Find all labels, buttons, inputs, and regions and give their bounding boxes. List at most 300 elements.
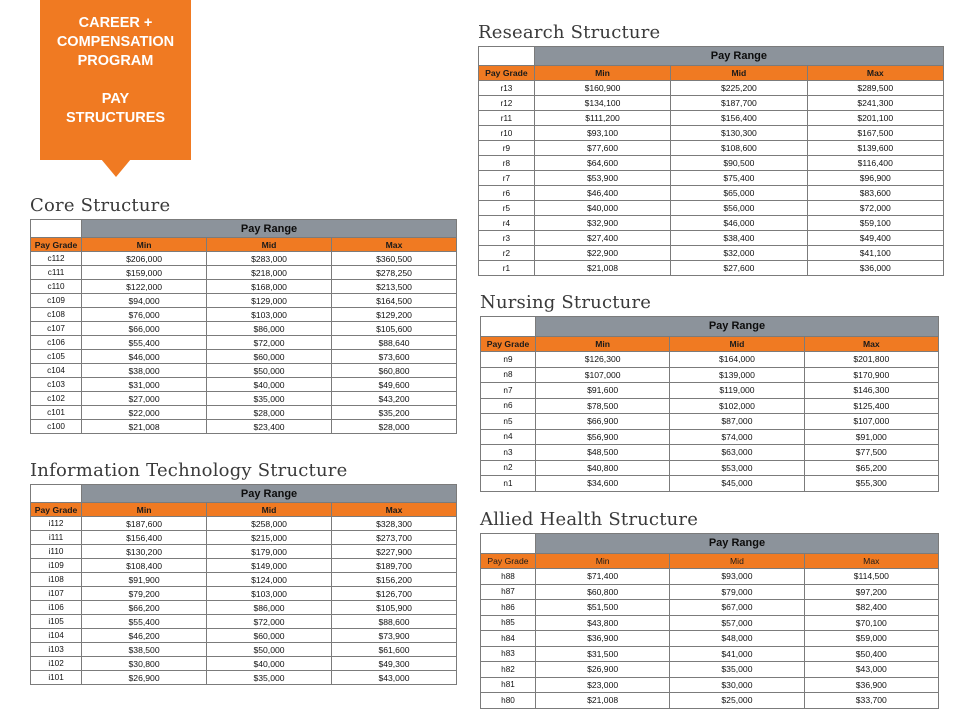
pay-range-header-row	[479, 47, 944, 66]
pay-table	[480, 316, 939, 492]
table-row	[31, 559, 457, 573]
pay-range-header: Pay Range	[535, 534, 938, 554]
pay-grade-cell: n6	[481, 398, 536, 414]
min-cell: $46,000	[82, 350, 207, 364]
table-row	[31, 364, 457, 378]
mid-cell: $149,000	[207, 559, 332, 573]
max-cell: $126,700	[331, 587, 456, 601]
min-cell: $31,500	[535, 646, 669, 662]
min-cell: $126,300	[535, 352, 669, 368]
pay-grade-header: Pay Grade	[31, 238, 82, 252]
table-row	[31, 280, 457, 294]
mid-cell: $28,000	[207, 406, 332, 420]
max-cell: $289,500	[807, 81, 943, 96]
min-cell: $43,800	[535, 615, 669, 631]
banner-line: COMPENSATION	[56, 34, 175, 50]
table-row	[481, 615, 939, 631]
max-cell: $273,700	[331, 531, 456, 545]
max-cell: $43,000	[804, 662, 938, 678]
pay-grade-cell: n1	[481, 476, 536, 492]
table-row	[31, 615, 457, 629]
table-row	[481, 600, 939, 616]
table-row	[481, 352, 939, 368]
mid-cell: $283,000	[207, 252, 332, 266]
pay-grade-cell: c105	[31, 350, 82, 364]
mid-cell: $53,000	[670, 460, 804, 476]
max-cell: $59,000	[804, 631, 938, 647]
mid-cell: $72,000	[207, 615, 332, 629]
table-row	[481, 584, 939, 600]
table-row	[31, 406, 457, 420]
table-row	[31, 643, 457, 657]
min-cell: $94,000	[82, 294, 207, 308]
min-cell: $21,008	[535, 693, 669, 709]
mid-cell: $225,200	[671, 81, 807, 96]
max-cell: $36,900	[804, 677, 938, 693]
section-title: Information Technology Structure	[30, 460, 348, 481]
section-title: Allied Health Structure	[480, 509, 699, 530]
pay-grade-cell: i106	[31, 601, 82, 615]
mid-cell: $164,000	[670, 352, 804, 368]
max-cell: $59,100	[807, 216, 943, 231]
min-cell: $48,500	[535, 445, 669, 461]
pay-grade-cell: n9	[481, 352, 536, 368]
section-allied-health	[480, 509, 939, 709]
pay-range-header: Pay Range	[82, 485, 457, 503]
mid-cell: $56,000	[671, 201, 807, 216]
pay-grade-cell: i107	[31, 587, 82, 601]
min-header: Min	[534, 66, 670, 81]
max-cell: $88,600	[331, 615, 456, 629]
blank-header-cell	[479, 47, 535, 66]
pay-grade-cell: i110	[31, 545, 82, 559]
table-row	[481, 367, 939, 383]
mid-cell: $50,000	[207, 364, 332, 378]
table-row	[31, 573, 457, 587]
max-cell: $227,900	[331, 545, 456, 559]
max-cell: $91,000	[804, 429, 938, 445]
mid-cell: $79,000	[670, 584, 804, 600]
table-row	[31, 601, 457, 615]
table-row	[479, 186, 944, 201]
min-cell: $46,200	[82, 629, 207, 643]
pay-range-header: Pay Range	[534, 47, 943, 66]
min-cell: $38,000	[82, 364, 207, 378]
min-cell: $130,200	[82, 545, 207, 559]
table-row	[31, 252, 457, 266]
pay-grade-cell: c108	[31, 308, 82, 322]
max-cell: $278,250	[331, 266, 456, 280]
min-header: Min	[535, 336, 669, 352]
mid-cell: $45,000	[670, 476, 804, 492]
table-row	[479, 261, 944, 276]
mid-header: Mid	[670, 553, 804, 569]
table-row	[479, 246, 944, 261]
pay-grade-cell: c111	[31, 266, 82, 280]
blank-header-cell	[481, 534, 536, 554]
mid-cell: $168,000	[207, 280, 332, 294]
table-row	[31, 657, 457, 671]
pay-grade-cell: i102	[31, 657, 82, 671]
pay-range-header-row	[31, 485, 457, 503]
mid-cell: $32,000	[671, 246, 807, 261]
min-cell: $38,500	[82, 643, 207, 657]
max-header: Max	[331, 238, 456, 252]
pay-grade-cell: c109	[31, 294, 82, 308]
min-cell: $55,400	[82, 615, 207, 629]
max-cell: $114,500	[804, 569, 938, 585]
table-row	[31, 531, 457, 545]
mid-cell: $87,000	[670, 414, 804, 430]
mid-cell: $72,000	[207, 336, 332, 350]
min-cell: $27,400	[534, 231, 670, 246]
pay-grade-cell: i109	[31, 559, 82, 573]
pay-grade-cell: r11	[479, 111, 535, 126]
min-cell: $30,800	[82, 657, 207, 671]
pay-grade-cell: i101	[31, 671, 82, 685]
pay-grade-cell: h80	[481, 693, 536, 709]
mid-cell: $119,000	[670, 383, 804, 399]
pay-grade-cell: h87	[481, 584, 536, 600]
max-cell: $60,800	[331, 364, 456, 378]
min-cell: $22,900	[534, 246, 670, 261]
mid-cell: $218,000	[207, 266, 332, 280]
pay-grade-cell: i103	[31, 643, 82, 657]
max-cell: $65,200	[804, 460, 938, 476]
program-banner	[40, 0, 191, 160]
max-cell: $213,500	[331, 280, 456, 294]
mid-cell: $67,000	[670, 600, 804, 616]
column-header-row	[31, 503, 457, 517]
table-row	[479, 171, 944, 186]
pay-grade-cell: r10	[479, 126, 535, 141]
table-row	[31, 587, 457, 601]
mid-cell: $124,000	[207, 573, 332, 587]
table-row	[31, 308, 457, 322]
min-cell: $108,400	[82, 559, 207, 573]
table-row	[479, 216, 944, 231]
pay-range-header-row	[481, 317, 939, 337]
section-core	[30, 195, 457, 434]
max-cell: $61,600	[331, 643, 456, 657]
banner-line: PROGRAM	[77, 53, 154, 69]
blank-header-cell	[481, 317, 536, 337]
table-row	[481, 569, 939, 585]
pay-grade-header: Pay Grade	[479, 66, 535, 81]
pay-grade-cell: h85	[481, 615, 536, 631]
table-row	[481, 476, 939, 492]
mid-cell: $27,600	[671, 261, 807, 276]
banner-spacer	[40, 71, 191, 90]
table-row	[31, 322, 457, 336]
pay-table	[480, 533, 939, 709]
table-row	[31, 378, 457, 392]
min-cell: $160,900	[534, 81, 670, 96]
max-cell: $116,400	[807, 156, 943, 171]
column-header-row	[481, 336, 939, 352]
mid-cell: $48,000	[670, 631, 804, 647]
table-row	[31, 545, 457, 559]
pay-grade-cell: r6	[479, 186, 535, 201]
blank-header-cell	[31, 220, 82, 238]
max-cell: $189,700	[331, 559, 456, 573]
mid-header: Mid	[207, 503, 332, 517]
pay-grade-cell: n5	[481, 414, 536, 430]
pay-grade-cell: h86	[481, 600, 536, 616]
table-row	[479, 96, 944, 111]
pay-grade-cell: r2	[479, 246, 535, 261]
max-cell: $105,600	[331, 322, 456, 336]
table-row	[481, 460, 939, 476]
section-research	[478, 22, 944, 276]
pay-grade-header: Pay Grade	[31, 503, 82, 517]
min-cell: $36,900	[535, 631, 669, 647]
mid-cell: $179,000	[207, 545, 332, 559]
mid-cell: $187,700	[671, 96, 807, 111]
mid-cell: $103,000	[207, 587, 332, 601]
max-cell: $201,800	[804, 352, 938, 368]
max-header: Max	[804, 553, 938, 569]
max-cell: $73,600	[331, 350, 456, 364]
min-cell: $156,400	[82, 531, 207, 545]
mid-cell: $40,000	[207, 657, 332, 671]
pay-grade-cell: r13	[479, 81, 535, 96]
min-cell: $23,000	[535, 677, 669, 693]
table-row	[31, 517, 457, 531]
min-cell: $66,000	[82, 322, 207, 336]
pay-grade-cell: c102	[31, 392, 82, 406]
pay-table	[478, 46, 944, 276]
max-cell: $96,900	[807, 171, 943, 186]
min-cell: $111,200	[534, 111, 670, 126]
min-cell: $64,600	[534, 156, 670, 171]
mid-cell: $30,000	[670, 677, 804, 693]
table-row	[481, 414, 939, 430]
mid-cell: $103,000	[207, 308, 332, 322]
pay-grade-cell: c104	[31, 364, 82, 378]
min-header: Min	[535, 553, 669, 569]
max-cell: $28,000	[331, 420, 456, 434]
max-cell: $129,200	[331, 308, 456, 322]
max-cell: $55,300	[804, 476, 938, 492]
max-cell: $49,600	[331, 378, 456, 392]
mid-cell: $57,000	[670, 615, 804, 631]
banner-line: CAREER +	[78, 15, 153, 31]
mid-cell: $86,000	[207, 322, 332, 336]
pay-range-header: Pay Range	[535, 317, 938, 337]
section-nursing	[480, 292, 939, 492]
mid-cell: $90,500	[671, 156, 807, 171]
column-header-row	[479, 66, 944, 81]
table-row	[31, 350, 457, 364]
max-cell: $43,200	[331, 392, 456, 406]
pay-range-header-row	[31, 220, 457, 238]
min-cell: $66,900	[535, 414, 669, 430]
max-cell: $125,400	[804, 398, 938, 414]
pay-grade-cell: r12	[479, 96, 535, 111]
max-cell: $360,500	[331, 252, 456, 266]
min-cell: $53,900	[534, 171, 670, 186]
mid-cell: $46,000	[671, 216, 807, 231]
max-cell: $97,200	[804, 584, 938, 600]
mid-cell: $60,000	[207, 629, 332, 643]
min-cell: $91,900	[82, 573, 207, 587]
min-cell: $78,500	[535, 398, 669, 414]
max-header: Max	[331, 503, 456, 517]
mid-cell: $75,400	[671, 171, 807, 186]
max-cell: $50,400	[804, 646, 938, 662]
mid-cell: $63,000	[670, 445, 804, 461]
table-row	[31, 392, 457, 406]
pay-grade-cell: c100	[31, 420, 82, 434]
table-row	[481, 383, 939, 399]
min-cell: $187,600	[82, 517, 207, 531]
section-title: Core Structure	[30, 195, 171, 216]
min-cell: $51,500	[535, 600, 669, 616]
pay-grade-cell: c107	[31, 322, 82, 336]
min-cell: $71,400	[535, 569, 669, 585]
pay-grade-cell: i105	[31, 615, 82, 629]
pay-grade-header: Pay Grade	[481, 336, 536, 352]
max-cell: $139,600	[807, 141, 943, 156]
max-cell: $49,300	[331, 657, 456, 671]
max-cell: $49,400	[807, 231, 943, 246]
table-row	[479, 81, 944, 96]
pay-grade-cell: n4	[481, 429, 536, 445]
mid-cell: $156,400	[671, 111, 807, 126]
max-cell: $146,300	[804, 383, 938, 399]
table-row	[31, 629, 457, 643]
mid-header: Mid	[670, 336, 804, 352]
pay-grade-cell: i104	[31, 629, 82, 643]
min-cell: $91,600	[535, 383, 669, 399]
max-cell: $77,500	[804, 445, 938, 461]
mid-header: Mid	[207, 238, 332, 252]
max-cell: $201,100	[807, 111, 943, 126]
max-cell: $241,300	[807, 96, 943, 111]
min-cell: $93,100	[534, 126, 670, 141]
column-header-row	[31, 238, 457, 252]
pay-grade-cell: h82	[481, 662, 536, 678]
max-cell: $36,000	[807, 261, 943, 276]
pay-grade-cell: i108	[31, 573, 82, 587]
max-cell: $43,000	[331, 671, 456, 685]
mid-cell: $108,600	[671, 141, 807, 156]
table-row	[479, 201, 944, 216]
mid-cell: $60,000	[207, 350, 332, 364]
mid-cell: $41,000	[670, 646, 804, 662]
table-row	[479, 231, 944, 246]
table-row	[479, 156, 944, 171]
mid-cell: $129,000	[207, 294, 332, 308]
max-cell: $33,700	[804, 693, 938, 709]
mid-cell: $86,000	[207, 601, 332, 615]
table-row	[479, 126, 944, 141]
table-row	[31, 266, 457, 280]
pay-table	[30, 484, 457, 685]
pay-grade-cell: r3	[479, 231, 535, 246]
pay-grade-cell: c101	[31, 406, 82, 420]
mid-cell: $35,000	[207, 671, 332, 685]
max-cell: $88,640	[331, 336, 456, 350]
min-cell: $79,200	[82, 587, 207, 601]
banner-subline: STRUCTURES	[65, 110, 166, 126]
pay-grade-cell: r1	[479, 261, 535, 276]
mid-cell: $50,000	[207, 643, 332, 657]
min-cell: $206,000	[82, 252, 207, 266]
table-row	[481, 398, 939, 414]
max-header: Max	[807, 66, 943, 81]
pay-grade-cell: h84	[481, 631, 536, 647]
pay-grade-cell: c112	[31, 252, 82, 266]
min-cell: $134,100	[534, 96, 670, 111]
pay-table	[30, 219, 457, 434]
mid-cell: $130,300	[671, 126, 807, 141]
max-cell: $73,900	[331, 629, 456, 643]
mid-cell: $93,000	[670, 569, 804, 585]
section-title: Nursing Structure	[480, 292, 652, 313]
pay-grade-cell: i111	[31, 531, 82, 545]
pay-grade-cell: r8	[479, 156, 535, 171]
max-cell: $105,900	[331, 601, 456, 615]
pay-grade-cell: c106	[31, 336, 82, 350]
table-row	[481, 693, 939, 709]
min-cell: $27,000	[82, 392, 207, 406]
banner-pointer-icon	[101, 159, 131, 177]
table-row	[31, 294, 457, 308]
blank-header-cell	[31, 485, 82, 503]
min-cell: $56,900	[535, 429, 669, 445]
pay-range-header-row	[481, 534, 939, 554]
max-cell: $156,200	[331, 573, 456, 587]
table-row	[481, 677, 939, 693]
pay-grade-cell: r9	[479, 141, 535, 156]
table-row	[479, 141, 944, 156]
pay-grade-cell: n3	[481, 445, 536, 461]
pay-grade-cell: r7	[479, 171, 535, 186]
pay-range-header: Pay Range	[82, 220, 457, 238]
max-cell: $167,500	[807, 126, 943, 141]
max-cell: $107,000	[804, 414, 938, 430]
mid-cell: $38,400	[671, 231, 807, 246]
min-cell: $77,600	[534, 141, 670, 156]
max-header: Max	[804, 336, 938, 352]
table-row	[481, 429, 939, 445]
max-cell: $170,900	[804, 367, 938, 383]
min-header: Min	[82, 503, 207, 517]
min-cell: $40,800	[535, 460, 669, 476]
min-cell: $55,400	[82, 336, 207, 350]
max-cell: $164,500	[331, 294, 456, 308]
mid-cell: $65,000	[671, 186, 807, 201]
min-cell: $22,000	[82, 406, 207, 420]
section-information-technology	[30, 460, 457, 685]
table-row	[31, 671, 457, 685]
section-title: Research Structure	[478, 22, 661, 43]
pay-grade-header: Pay Grade	[481, 553, 536, 569]
pay-grade-cell: r5	[479, 201, 535, 216]
table-row	[481, 662, 939, 678]
mid-cell: $35,000	[670, 662, 804, 678]
min-cell: $21,008	[82, 420, 207, 434]
min-header: Min	[82, 238, 207, 252]
table-row	[479, 111, 944, 126]
mid-cell: $25,000	[670, 693, 804, 709]
table-row	[481, 631, 939, 647]
pay-grade-cell: n8	[481, 367, 536, 383]
mid-cell: $40,000	[207, 378, 332, 392]
pay-grade-cell: i112	[31, 517, 82, 531]
